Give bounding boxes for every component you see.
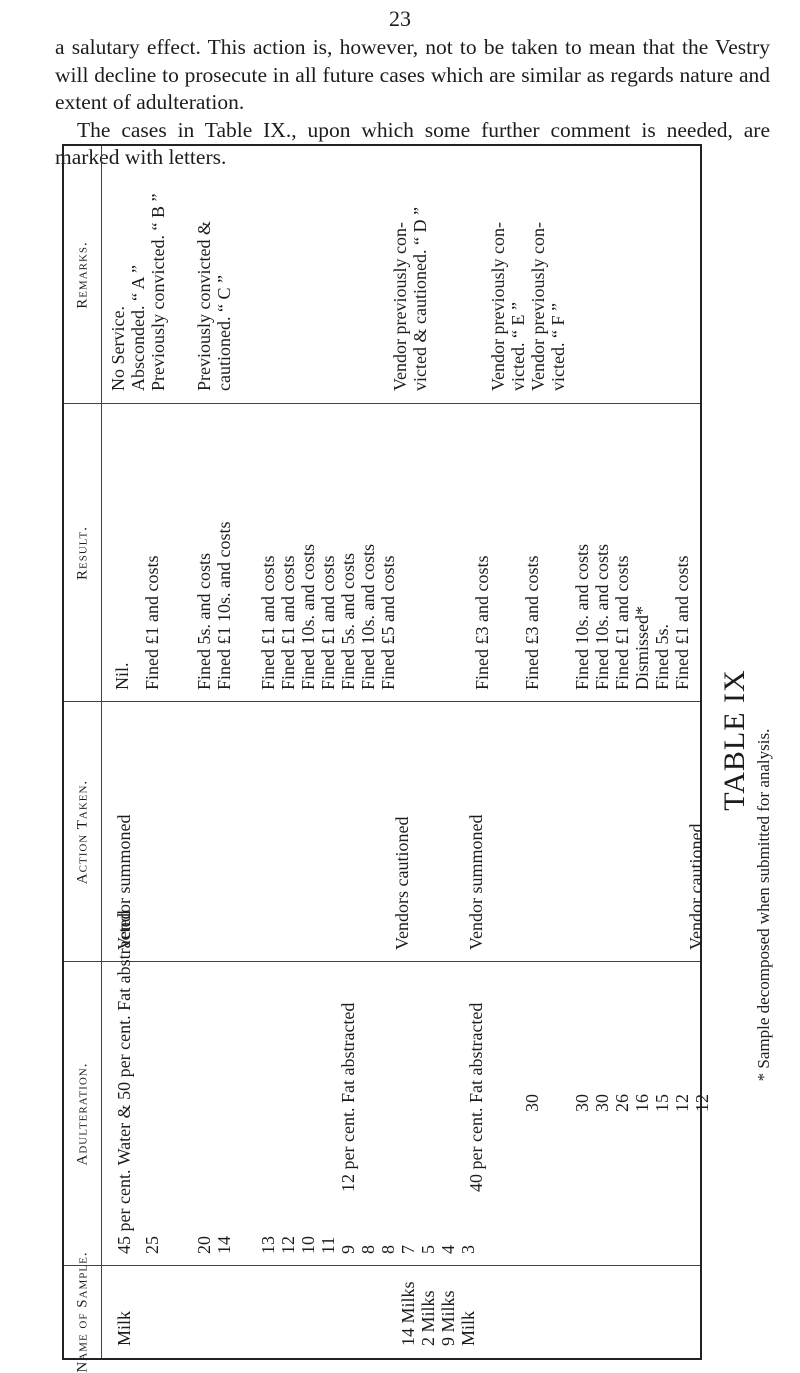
action-header-cell [64, 702, 102, 961]
action-body [102, 702, 706, 961]
adulteration-percent: 8 [378, 1245, 398, 1254]
name-2-milks: 2 Milks [418, 1290, 438, 1346]
adulteration-percent: 30 [592, 1094, 612, 1112]
adulteration-percent: 16 [632, 1094, 652, 1112]
action-vendor-summoned-2: Vendor summoned [466, 814, 486, 950]
adulteration-percent: 8 [358, 1245, 378, 1254]
adulteration-percent: 30 [572, 1094, 592, 1112]
adulteration-percent: 11 [318, 1236, 338, 1254]
result-row: Fined £5 and costs [378, 555, 398, 690]
adulteration-fat-12: 12 per cent. Fat abstracted [338, 1002, 358, 1192]
table-title: TABLE IX [718, 669, 751, 811]
result-row: Fined £3 and costs [472, 555, 492, 690]
result-row: Fined £1 10s. and costs [214, 521, 234, 690]
adulteration-fat-40: 40 per cent. Fat abstracted [466, 1002, 486, 1192]
result-row: Fined 10s. and costs [592, 544, 612, 690]
result-row: Fined £1 and costs [278, 555, 298, 690]
result-row: Fined £1 and costs [672, 555, 692, 690]
adulteration-percent: 25 [142, 1236, 162, 1254]
remarks-header-cell [64, 146, 102, 403]
action-vendor-summoned: Vendor summoned [114, 814, 134, 950]
result-row: Fined 10s. and costs [298, 544, 318, 690]
action-vendor-cautioned: Vendor cautioned [686, 823, 706, 950]
result-header: Result. [74, 525, 90, 580]
adulteration-percent: 4 [438, 1245, 458, 1254]
result-row: Fined 10s. and costs [572, 544, 592, 690]
name-header-cell [64, 1251, 102, 1373]
name-body [102, 1266, 700, 1358]
result-row: Fined 5s. and costs [338, 553, 358, 690]
adulteration-percent: 20 [194, 1236, 214, 1254]
name-9-milks: 9 Milks [438, 1290, 458, 1346]
result-header-cell [64, 404, 102, 701]
footnote: * Sample decomposed when submitted for analysis. [754, 728, 773, 1082]
adulteration-percent: 7 [398, 1245, 418, 1254]
intro-line-1: a salutary effect. This action is, however, not to be taken to mean that the Vestry will decline to prosecute in all future cases which are similar as regards nature and extent of adulteration. [55, 35, 770, 114]
result-body [102, 404, 700, 701]
result-row: Fined £1 and costs [318, 555, 338, 690]
adulteration-header: Adulteration. [74, 1062, 90, 1165]
adulteration-percent: 12 [278, 1236, 298, 1254]
adulteration-body [102, 910, 712, 1265]
remarks-header: Remarks. [74, 240, 90, 309]
result-row: Nil. [112, 662, 132, 690]
table-ix [62, 144, 712, 1373]
adulteration-percent: 13 [258, 1236, 278, 1254]
adulteration-percent: 10 [298, 1236, 318, 1254]
name-14-milks: 14 Milks [398, 1281, 418, 1346]
adulteration-header-cell [64, 962, 102, 1265]
adulteration-first-row: 45 per cent. Water & 50 per cent. Fat abstracted [114, 910, 134, 1254]
name-milk-2: Milk [458, 1310, 478, 1346]
result-row: Fined £1 and costs [612, 555, 632, 690]
action-vendors-cautioned: Vendors cautioned [392, 816, 412, 950]
result-row: Fined £3 and costs [522, 555, 542, 690]
adulteration-percent: 12 [672, 1094, 692, 1112]
adulteration-percent: 3 [458, 1245, 478, 1254]
name-band [64, 1251, 700, 1373]
remarks-band [64, 146, 700, 404]
adulteration-percent: 15 [652, 1094, 672, 1112]
adulteration-percent: 26 [612, 1094, 632, 1112]
result-band [64, 404, 700, 702]
result-row: Fined 5s. and costs [194, 553, 214, 690]
name-milk: Milk [114, 1310, 134, 1346]
adulteration-percent: 12 [692, 1094, 712, 1112]
page-number: 23 [389, 6, 411, 31]
result-row: Fined £1 and costs [142, 555, 162, 690]
result-row: Fined 5s. [652, 623, 672, 690]
adulteration-percent: 5 [418, 1245, 438, 1254]
intro-line-2: The cases in Table IX., upon which some further comment is needed, are marked with letters. [55, 117, 770, 169]
adulteration-percent: 30 [522, 1094, 542, 1112]
result-row: Fined 10s. and costs [358, 544, 378, 690]
result-row: Fined £1 and costs [258, 555, 278, 690]
action-band [64, 702, 706, 962]
name-header: Name of Sample. [74, 1251, 90, 1373]
action-header: Action Taken. [74, 779, 90, 884]
adulteration-percent: 14 [214, 1236, 234, 1254]
adulteration-band [64, 910, 712, 1266]
result-row: Dismissed* [632, 605, 652, 690]
adulteration-percent: 9 [338, 1245, 358, 1254]
remarks-body: No Service. Absconded. “ A ” Previously convicted. “ B ” Previously convicted & cautioned. “ C ” Vendor previously con- victed & cautioned. “ D ” Vendor previously con- victed. “ E ” Vendor previously con- victed. “ F ” [108, 193, 568, 391]
